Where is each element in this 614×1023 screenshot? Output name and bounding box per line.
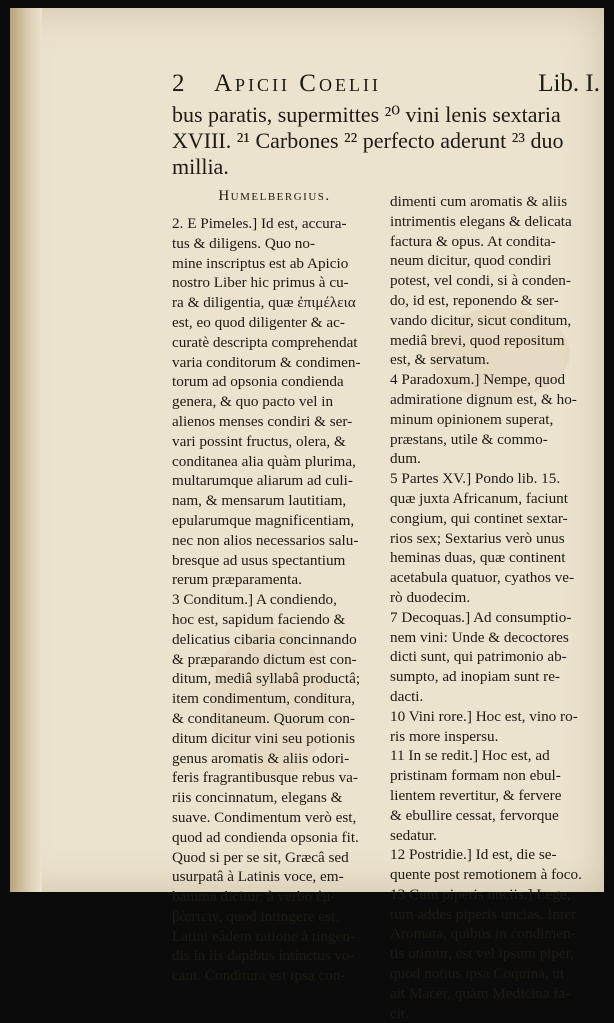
right-column-line: mediâ brevi, quod repositum bbox=[390, 331, 565, 349]
right-column-line: rios sex; Sextarius verò unus bbox=[390, 529, 565, 547]
left-column-line: curatè descripta comprehendat bbox=[172, 333, 358, 351]
left-column-line: item condimentum, conditura, bbox=[172, 690, 356, 708]
right-column-line: do, id est, reponendo & ser- bbox=[390, 291, 559, 309]
right-column-line: congium, qui continet sextar- bbox=[390, 509, 568, 527]
left-column-line: 2. E Pimeles.] Id est, accura- bbox=[172, 215, 347, 232]
right-column-line: cit. bbox=[390, 1004, 409, 1022]
left-column-line: feris fragrantibusque rebus va- bbox=[172, 769, 358, 787]
left-column-line: ditum, mediâ syllabâ productâ; bbox=[172, 670, 361, 688]
left-column-line: bamma dicitur, à verbo ἐμ- bbox=[172, 888, 336, 906]
commentary-left-column bbox=[172, 186, 377, 986]
left-column-line: ra & diligentia, quæ ἐπιμέλεια bbox=[172, 294, 356, 312]
right-column-line: pristinam formam non ebul- bbox=[390, 767, 561, 785]
right-column-line: heminas duas, quæ continent bbox=[390, 549, 566, 567]
right-column-line: tum addes piperis uncias. Inter bbox=[390, 905, 576, 923]
right-column-line: intrimentis elegans & delicata bbox=[390, 212, 572, 230]
right-column-line: lientem revertitur, & fervere bbox=[390, 786, 562, 804]
right-column-line: & ebullire cessat, fervorque bbox=[390, 806, 559, 824]
right-column-line: sedatur. bbox=[390, 826, 437, 844]
right-column-line: sumpto, ad inopiam sunt re- bbox=[390, 668, 560, 686]
left-column-line: riis concinnatum, elegans & bbox=[172, 789, 343, 807]
main-text-line: millia. bbox=[172, 154, 229, 179]
right-column-line: vando dicitur, sicut conditum, bbox=[390, 311, 572, 329]
left-column-line: βάπτειν, quod intingere est. bbox=[172, 907, 339, 925]
left-column-line: multarumque aliarum ad culi- bbox=[172, 472, 353, 490]
left-column-line: tus & diligens. Quo no- bbox=[172, 234, 316, 252]
right-column-line: 13 Cum piperis unciis.] Lege, bbox=[390, 885, 571, 903]
left-column-line: quod ad condienda opsonia fit. bbox=[172, 828, 359, 846]
left-column-line: mine inscriptus est ab Apicio bbox=[172, 254, 349, 272]
right-column-line: 11 In se redit.] Hoc est, ad bbox=[390, 747, 550, 765]
binding-gutter bbox=[10, 8, 42, 892]
left-column-line: nec non alios necessarios salu- bbox=[172, 531, 359, 549]
page-number: 2 bbox=[172, 70, 185, 97]
right-column-line: 4 Paradoxum.] Nempe, quod bbox=[390, 371, 566, 389]
right-column-line: 7 Decoquas.] Ad consumptio- bbox=[390, 608, 572, 626]
right-column-line: minum opinionem superat, bbox=[390, 410, 554, 428]
left-column-line: epularumque magnificentiam, bbox=[172, 511, 355, 529]
left-column-line: Latini eâdem ratione à tingen- bbox=[172, 927, 356, 945]
running-header bbox=[172, 70, 602, 98]
main-text bbox=[172, 102, 600, 180]
right-column-line: dacti. bbox=[390, 687, 424, 705]
right-column-line: 5 Partes XV.] Pondo lib. 15. bbox=[390, 470, 561, 488]
left-column-line: cant. Conditura est ipsa con- bbox=[172, 967, 346, 985]
left-column-line: ditum dicitur vini seu potionis bbox=[172, 729, 356, 747]
left-column-line: & conditaneum. Quorum con- bbox=[172, 709, 356, 727]
left-column-line: usurpatâ à Latinis voce, em- bbox=[172, 868, 344, 886]
left-column-line: bresque ad usus spectantium bbox=[172, 551, 346, 569]
left-column-line: conditanea alia quàm plurima, bbox=[172, 452, 356, 470]
right-column-line: acetabula quatuor, cyathos ve- bbox=[390, 569, 575, 587]
right-column-line: admiratione dignum est, & ho- bbox=[390, 390, 577, 408]
left-column-line: torum ad opsonia condienda bbox=[172, 373, 344, 391]
left-column-line: suave. Condimentum verò est, bbox=[172, 808, 357, 826]
right-column-line: dimenti cum aromatis & aliis bbox=[390, 193, 568, 210]
left-column-line: varia conditorum & condimen- bbox=[172, 353, 361, 371]
right-column-line: factura & opus. At condita- bbox=[390, 232, 556, 250]
left-column-line: nostro Liber hic primus à cu- bbox=[172, 274, 349, 292]
commentary-right-column bbox=[390, 192, 600, 1023]
left-column-line: delicatius cibaria concinnando bbox=[172, 630, 357, 648]
left-column-line: alienos menses condiri & ser- bbox=[172, 412, 353, 430]
right-column-line: quæ juxta Africanum, faciunt bbox=[390, 489, 568, 507]
right-column-line: ris more inspersu. bbox=[390, 727, 499, 745]
right-column-line: Aromata, quibus in condimen- bbox=[390, 925, 576, 943]
book-page bbox=[10, 8, 604, 1022]
main-text-line: bus paratis, supermittes ²⁰ vini lenis sextaria bbox=[172, 102, 561, 127]
left-column-line: genera, & quo pacto vel in bbox=[172, 393, 334, 411]
running-title: Apicii Coelii bbox=[214, 70, 381, 97]
right-column-line: tis utimur, est vel ipsum piper, bbox=[390, 945, 574, 963]
right-column-line: neum dicitur, quod condiri bbox=[390, 252, 552, 270]
left-column-line: nam, & mensarum lautitiam, bbox=[172, 492, 347, 510]
left-column-line: hoc est, sapidum faciendo & bbox=[172, 610, 346, 628]
right-column-line: potest, vel condi, si à conden- bbox=[390, 272, 571, 290]
commentator-heading: Humelbergius. bbox=[218, 188, 331, 204]
left-column-line: Quod si per se sit, Græcâ sed bbox=[172, 848, 349, 866]
right-column-line: 10 Vini rore.] Hoc est, vino ro- bbox=[390, 707, 578, 725]
right-column-line: dicti sunt, qui patrimonio ab- bbox=[390, 648, 567, 666]
right-column-line: ait Macer, quàm Medicina fa- bbox=[390, 984, 571, 1002]
right-column-line: quod notius ipsa Coquina, ut bbox=[390, 965, 565, 983]
right-column-line: 12 Postridie.] Id est, die se- bbox=[390, 846, 557, 864]
main-text-line: XVIII. ²¹ Carbones ²² perfecto aderunt ²³ duo bbox=[172, 128, 564, 153]
left-column-line: 3 Conditum.] A condiendo, bbox=[172, 591, 337, 609]
left-column-line: dis in iis dapibus intinctus vo- bbox=[172, 947, 355, 965]
left-column-line: vari possint fructus, olera, & bbox=[172, 432, 346, 450]
right-column-line: est, & servatum. bbox=[390, 351, 490, 369]
right-column-line: dum. bbox=[390, 450, 421, 468]
right-column-line: rò duodecim. bbox=[390, 588, 471, 606]
right-column-line: quente post remotionem à foco. bbox=[390, 866, 582, 884]
left-column-line: est, eo quod diligenter & ac- bbox=[172, 313, 345, 331]
right-column-line: præstans, utile & commo- bbox=[390, 430, 548, 448]
left-column-line: genus aromatis & aliis odori- bbox=[172, 749, 350, 767]
book-label: Lib. I. bbox=[538, 70, 600, 97]
left-column-line: & præparando dictum est con- bbox=[172, 650, 357, 668]
right-column-line: nem vini: Unde & decoctores bbox=[390, 628, 569, 646]
left-column-line: rerum præparamenta. bbox=[172, 571, 302, 589]
